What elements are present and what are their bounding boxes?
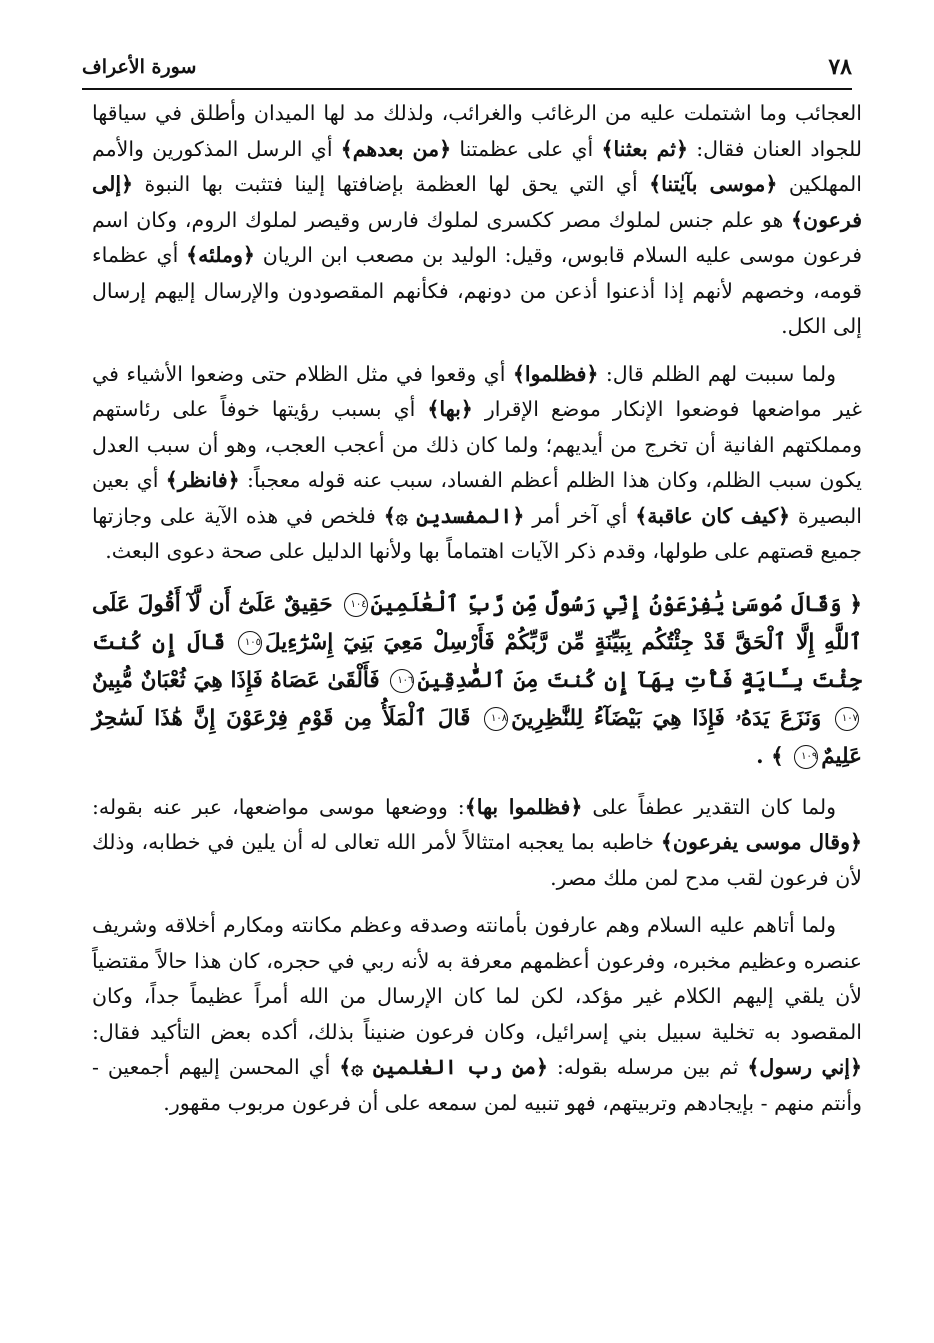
quran-quote: ﴿وملئه﴾ [186, 243, 255, 267]
quran-quote: ﴿من بعدهم﴾ [340, 136, 452, 161]
quran-quote: ﴿ثم بعثنا﴾ [601, 136, 688, 161]
page-number: ٧٨ [828, 54, 852, 80]
commentary-text: خاطبه بما يعجبه امتثالاً لأمر الله تعالى له أن يلين في خطابه، وذلك لأن فرعون لقب مدح لمن ملك مصر. [92, 830, 862, 890]
verse-number-marker: ١٠٥ [238, 631, 262, 655]
verse-number-marker: ١٠٨ [484, 707, 508, 731]
commentary-text: أي بسبب رؤيتها خوفاً على رئاستهم ومملكتهم الفانية أن تخرج من أيديهم؛ ولما كان ذلك من أعجب العجب، وهو أن سبب العدل يكون سبب الظلم، وكان هذا الظلم أعظم الفساد، سبب عنه قوله معجباً: [92, 397, 862, 492]
verse-number-marker: ١٠٤ [344, 593, 368, 617]
page-header [82, 54, 852, 90]
commentary-text: ولما أتاهم عليه السلام وهم عارفون بأمانته وصدقه وعظم مكانته ومكارم أخلاقه وشريف عنصره وعظيم مخبره، وفرعون أعظمهم معرفة به لأنه ربي في حجره، كان هذا حالاً مقتضياً لأن يلقي إليهم الكلام غير مؤكد، لكن لما كان الإرسال من الله أمراً عظيماً جداً، وكان المقصود به تخلية سبيل بني إسرائيل، وكان فرعون ضنيناً بذلك، أكده بعض التأكيد فقال: [92, 913, 862, 1044]
commentary-text: أي الرسل المذكورين والأمم المهلكين [92, 136, 862, 196]
quran-quote: ﴿وقال موسى يفرعون﴾ [660, 830, 862, 854]
verse-open-bracket: ﴿ [841, 591, 862, 617]
quran-quote: ﴿إني رسول﴾ [747, 1055, 863, 1079]
commentary-text: أي بعين البصيرة [92, 468, 862, 528]
commentary-text: ولما كان التقدير عطفاً على [582, 794, 836, 819]
verse-text: وَقَالَ مُوسَىٰ يَٰفِرْعَوْنُ إِنِّي رَسُولٌ مِّن رَّبِّ ٱلْعَٰلَمِينَ [370, 591, 842, 617]
commentary-text: أي عظماء قومه، وخصهم لأنهم إذا أذعنوا أذعن من دونهم، فكأنهم المقصودون والإرسال إليهم إرسال إلى الكل. [92, 243, 862, 338]
commentary-text: أي المحسن إليهم أجمعين - وأنتم منهم - بإيجادهم وتربيتهم، فهو تنبيه لمن سمعه على أن فرعون مربوب مقهور. [92, 1055, 862, 1115]
verse-close-bracket: ﴾ . [756, 743, 784, 769]
verse-text: قَالَ ٱلْمَلَأُ مِن قَوْمِ فِرْعَوْنَ إِنَّ هَٰذَا لَسَٰحِرٌ عَلِيمٌ [92, 705, 862, 769]
commentary-text: ولما سببت لهم الظلم قال: [598, 361, 836, 386]
commentary-text: ثم بين مرسله بقوله: [547, 1055, 748, 1079]
commentary-paragraph [92, 96, 862, 345]
commentary-after [92, 790, 862, 1122]
commentary-text: أي آخر أمر [524, 503, 636, 528]
quran-quote: ﴿بها﴾ [427, 397, 473, 421]
commentary-text: هو علم جنس لملوك مصر ككسرى لملوك فارس وقيصر لملوك الروم، وكان اسم فرعون موسى عليه السلام قابوس، وقيل: الوليد بن مصعب ابن الريان [92, 207, 862, 267]
commentary-paragraph [92, 790, 862, 897]
quran-quote: ﴿المفسدين ۞﴾ [383, 503, 525, 528]
commentary-text: أي التي يحق لها العظمة بإضافتها إلينا فتثبت بها النبوة [133, 172, 650, 196]
commentary-paragraph [92, 908, 862, 1121]
quran-quote: ﴿موسى بآيٰتنا﴾ [649, 172, 778, 196]
commentary-text: أي وقعوا في مثل الظلام حتى وضعوا الأشياء في غير مواضعها فوضعوا الإنكار موضع الإقرار [92, 361, 862, 421]
page-body [92, 96, 862, 1121]
verse-text: فَأَلْقَىٰ عَصَاهُ فَإِذَا هِيَ ثُعْبَانٌ مُّبِينٌ [92, 667, 380, 693]
commentary-text: أي على عظمتنا [451, 136, 602, 161]
verse-text: قَالَ إِن كُنتَ جِئْتَ بِـَٔايَةٍ فَأْتِ بِهَآ إِن كُنتَ مِنَ ٱلصَّٰدِقِينَ [92, 629, 862, 693]
quran-verses-block [92, 586, 862, 776]
quran-quote: ﴿كيف كان عاقبة﴾ [635, 503, 790, 528]
commentary-before [92, 96, 862, 570]
verse-number-marker: ١٠٦ [390, 669, 414, 693]
quran-quote: ﴿فظلموا بها﴾ [464, 794, 583, 819]
sura-title: سورة الأعراف [82, 56, 197, 78]
verse-number-marker: ١٠٩ [794, 745, 818, 769]
quran-quote: ﴿من رب العٰلمين ۞﴾ [339, 1055, 548, 1079]
verse-number-marker: ١٠٧ [835, 707, 859, 731]
commentary-text: العجائب وما اشتملت عليه من الرغائب والغرائب، ولذلك مد لها الميدان وأطلق في سياقها للجواد العنان فقال: [92, 101, 863, 161]
quran-quote: ﴿إلى فرعون﴾ [92, 172, 862, 232]
commentary-text: فلخص في هذه الآية على وجازتها جميع قصتهم على طولها، وقدم ذكر الآيات اهتماماً بها ولأنها الدليل على صحة دعوى البعث. [92, 503, 862, 563]
commentary-paragraph [92, 357, 862, 570]
quran-quote: ﴿فانظر﴾ [165, 468, 240, 492]
quran-quote: ﴿فظلموا﴾ [512, 361, 599, 386]
verse-text: وَنَزَعَ يَدَهُۥ فَإِذَا هِيَ بَيْضَآءُ لِلنَّٰظِرِينَ [511, 705, 822, 731]
verse-text: حَقِيقٌ عَلَىٰٓ أَن لَّآ أَقُولَ عَلَى ٱللَّهِ إِلَّا ٱلْحَقَّ قَدْ جِئْتُكُم بِبَيِّنَةٍ مِّن رَّبِّكُمْ فَأَرْسِلْ مَعِيَ بَنِيٓ إِسْرَٰٓءِيلَ [92, 591, 862, 655]
commentary-text: : ووضعها موسى مواضعها، عبر عنه بقوله: [92, 794, 465, 819]
